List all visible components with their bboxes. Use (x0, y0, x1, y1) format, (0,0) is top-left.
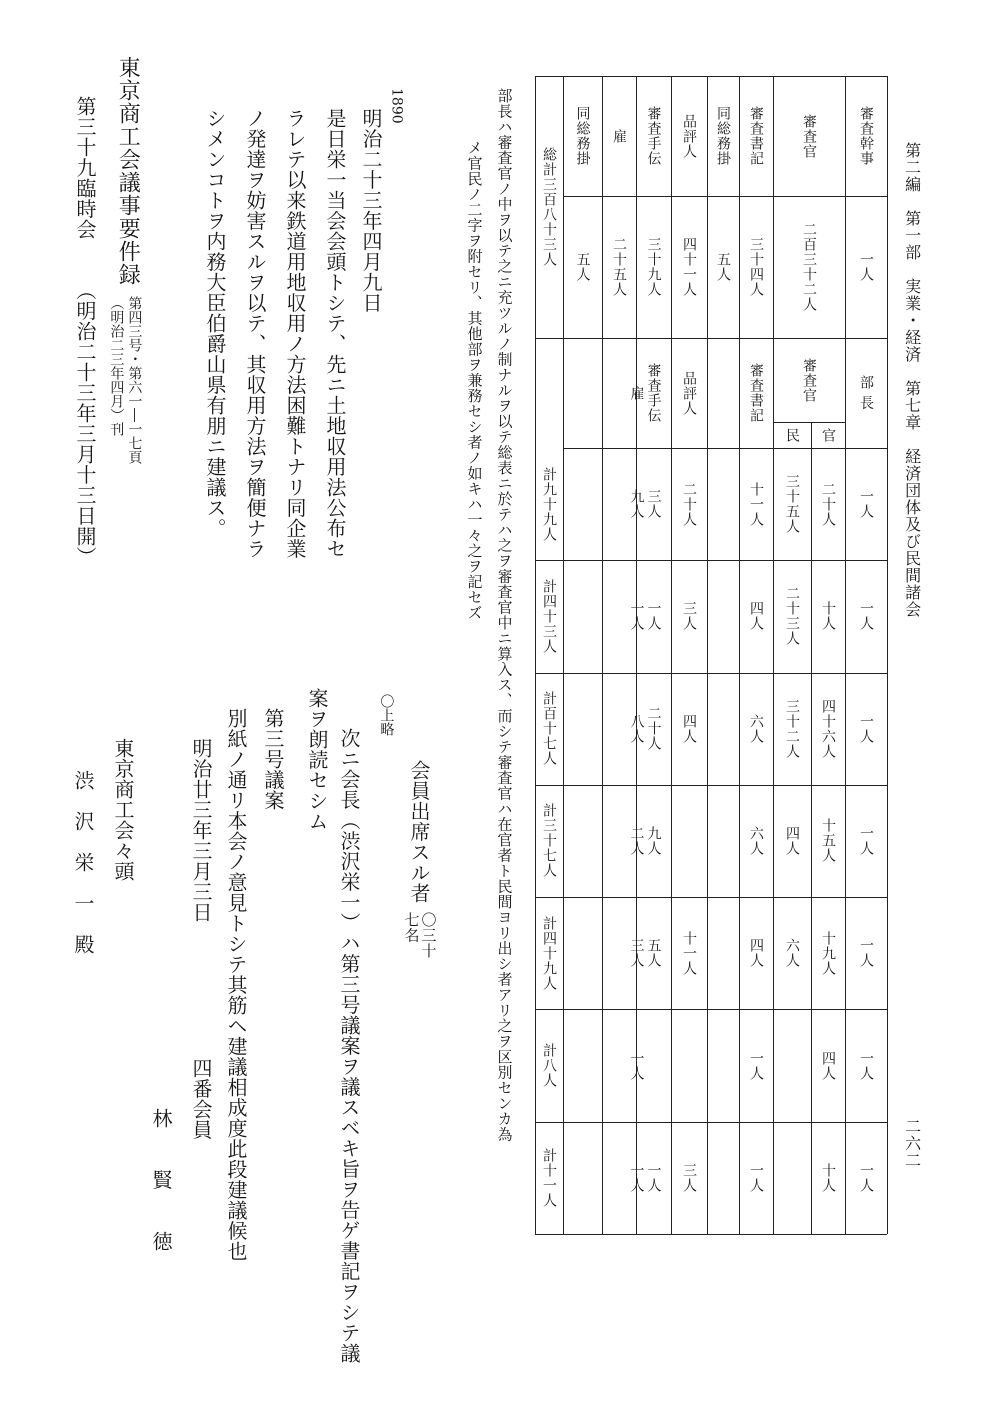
upper-role-1 (773, 76, 845, 196)
value-g6-c0 (845, 1122, 887, 1234)
attendance-count-a: 〇三十 (419, 912, 438, 959)
group-total-0-text: 計九十九人 (541, 466, 557, 542)
value-g4-c2 (773, 897, 811, 1009)
upper-role-6 (602, 76, 636, 196)
value-g3-c6-text: 二人 (628, 825, 645, 856)
group-total-5 (535, 1009, 563, 1121)
upper-role-2 (739, 76, 773, 196)
value-g2-c3-text: 六人 (748, 713, 764, 744)
value-g1-c2-text: 二十三人 (784, 586, 800, 647)
value-g6-c6-text: 一人 (628, 1162, 645, 1193)
value-g4-c0 (845, 897, 887, 1009)
value-g5-c6-text: 一人 (628, 1050, 645, 1081)
upper-count-3 (707, 196, 739, 338)
value-g3-c1-text: 十五人 (820, 818, 836, 864)
book-label: 第二編 (902, 142, 922, 193)
value-g0-c3 (739, 448, 773, 560)
value-g1-c3 (739, 560, 773, 672)
attendance-label: 会員出席スル者 (407, 760, 431, 904)
value-g2-c4-text: 四人 (681, 713, 697, 744)
value-g6-c3-text: 一人 (748, 1162, 764, 1193)
proceedings-line-2: 案ヲ朗読セシム (305, 688, 329, 832)
value-g1-c6 (602, 560, 671, 672)
value-g5-c1 (811, 1009, 845, 1121)
sub-head-yatoi-text: 雇 (628, 385, 645, 401)
upper-count-0-text: 一人 (858, 252, 874, 282)
section-label: 実業・経済 (902, 278, 922, 363)
examiner-table (535, 76, 887, 1234)
value-g3-c1 (811, 785, 845, 897)
value-g5-c3 (739, 1009, 773, 1121)
value-g0-c3-text: 十一人 (748, 481, 764, 527)
value-g1-c5-text: 一人 (645, 601, 662, 632)
value-g4-c3 (739, 897, 773, 1009)
source-ref-2: （明治二三年四月）刊 (108, 296, 125, 436)
value-g4-c5-text: 五人 (645, 938, 662, 969)
omission-mark: 〇上略 (378, 694, 395, 736)
kan-min-head-rule (773, 422, 845, 423)
value-g5-c0-text: 一人 (858, 1050, 874, 1081)
meeting-date: （明治二十三年三月十三日開） (73, 280, 97, 567)
value-g4-c4 (671, 897, 707, 1009)
value-g6-c5-text: 一人 (645, 1162, 662, 1193)
value-g0-c6 (602, 448, 671, 560)
upper-count-0 (845, 196, 887, 338)
group-total-0 (535, 448, 563, 560)
value-g4-c1-text: 十九人 (820, 930, 836, 976)
upper-role-4-text: 品評人 (681, 113, 697, 159)
value-g6-c0-text: 一人 (858, 1162, 874, 1193)
upper-count-1 (773, 196, 845, 338)
value-g0-c5-text: 三人 (645, 489, 662, 520)
sub-head-kan-text: 官 (820, 427, 836, 443)
sub-head-tetsudai-text: 審査手伝 (645, 363, 662, 423)
chapter-label: 第七章 (902, 380, 922, 431)
value-g4-c6-text: 三人 (628, 938, 645, 969)
upper-count-1-text: 二百三十二人 (801, 222, 817, 312)
value-g2-c1 (811, 673, 845, 785)
value-g2-c1-text: 四十六人 (820, 698, 836, 759)
value-g6-c1 (811, 1122, 845, 1234)
upper-count-4 (671, 196, 707, 338)
upper-count-4-text: 四十一人 (681, 237, 697, 297)
sub-head-min (773, 422, 811, 448)
group-total-4 (535, 897, 563, 1009)
sub-head-bucho (845, 338, 887, 448)
group-total-5-text: 計八人 (541, 1043, 557, 1089)
value-g2-c3 (739, 673, 773, 785)
value-g2-c4 (671, 673, 707, 785)
entry-line-1: 是日栄一当会会頭トシテ、先ニ土地収用法公布セ (323, 108, 347, 559)
sub-head-hinpyo-text: 品評人 (681, 370, 697, 416)
value-g2-c2 (773, 673, 811, 785)
upper-count-2-text: 三十四人 (748, 237, 764, 297)
upper-role-3-text: 同総務掛 (715, 106, 731, 166)
sub-head-kan (811, 422, 845, 448)
value-g6-c4 (671, 1122, 707, 1234)
entry-line-2: ラレテ以来鉄道用地収用ノ方法困難トナリ同企業 (283, 108, 307, 559)
upper-role-2-text: 審査書記 (748, 106, 764, 166)
value-g1-c0-text: 一人 (858, 601, 874, 632)
entry-line-3: ノ発達ヲ妨害スルヲ以テ、其収用方法ヲ簡便ナラ (243, 108, 267, 559)
upper-count-7-text: 五人 (574, 252, 591, 282)
value-g0-c0-text: 一人 (858, 489, 874, 520)
upper-role-0-text: 審査幹事 (858, 106, 874, 166)
group-total-2-text: 計百十七人 (541, 691, 557, 767)
sub-head-shoki (739, 338, 773, 448)
grand-total (535, 76, 563, 338)
addressee-title: 東京商工会々頭 (111, 738, 135, 882)
upper-role-1-text: 審査官 (801, 113, 817, 159)
value-g2-c2-text: 三十二人 (784, 698, 800, 759)
value-g6-c3 (739, 1122, 773, 1234)
upper-count-2 (739, 196, 773, 338)
source-ref-1: 第四三号・第六一―一七頁 (126, 296, 143, 464)
grand-total-text: 総計三百八十三人 (541, 147, 557, 267)
value-g5-c3-text: 一人 (748, 1050, 764, 1081)
value-g1-c6-text: 一人 (628, 601, 645, 632)
part-label: 第一部 (902, 210, 922, 261)
group-total-3 (535, 785, 563, 897)
sub-head-min-text: 民 (784, 427, 800, 443)
value-g3-c5-text: 九人 (645, 825, 662, 856)
upper-role-6-text: 雇 (611, 128, 627, 144)
sub-head-hinpyo (671, 338, 707, 448)
value-g3-c2-text: 四人 (784, 825, 800, 856)
sub-head-shinsakan-text: 審査官 (801, 357, 817, 403)
member-name: 林 賢 徳 (149, 1108, 173, 1252)
bill-date: 明治廿三年三月三日 (189, 738, 213, 923)
upper-role-7 (563, 76, 602, 196)
year-label: 1890 (388, 88, 405, 124)
value-g2-c5-text: 二十人 (645, 706, 662, 752)
value-g0-c1-text: 二十人 (820, 481, 836, 527)
sub-head-shinsakan (773, 338, 845, 422)
value-g4-c0-text: 一人 (858, 938, 874, 969)
value-g1-c3-text: 四人 (748, 601, 764, 632)
member-title: 四番会員 (189, 1058, 213, 1140)
upper-role-5-text: 審査手伝 (645, 106, 662, 166)
upper-role-0 (845, 76, 887, 196)
upper-role-4 (671, 76, 707, 196)
value-g6-c6 (602, 1122, 671, 1234)
group-total-6-text: 計十一人 (541, 1147, 557, 1208)
value-g3-c2 (773, 785, 811, 897)
value-g5-c1-text: 四人 (820, 1050, 836, 1081)
value-g6-c1-text: 十人 (820, 1162, 836, 1193)
value-g0-c1 (811, 448, 845, 560)
value-g3-c0-text: 一人 (858, 825, 874, 856)
group-total-1 (535, 560, 563, 672)
bill-heading: 第三号議案 (261, 708, 285, 811)
table-right-rule (887, 76, 888, 1234)
value-g1-c1-text: 十人 (820, 601, 836, 632)
proceedings-line-1: 次ニ会長（渋沢栄一）ハ第三号議案ヲ議スベキ旨ヲ告ゲ書記ヲシテ議 (337, 728, 361, 1364)
value-g6-c4-text: 三人 (681, 1162, 697, 1193)
chapter-title: 経済団体及び民間諸会 (902, 448, 922, 618)
table-footnote-2: メ官民ノ二字ヲ附セリ、其他部ヲ兼務セシ者ノ如キハ一々之ヲ記セズ (465, 140, 484, 621)
upper-mid-rule (563, 196, 887, 197)
group-total-2 (535, 673, 563, 785)
group-total-3-text: 計三十七人 (541, 803, 557, 879)
bill-body: 別紙ノ通リ本会ノ意見トシテ其筋ヘ建議相成度此段建議候也 (224, 708, 248, 1262)
value-g4-c6 (602, 897, 671, 1009)
value-g3-c3 (739, 785, 773, 897)
table-footnote-1: 部長ハ審査官ノ中ヲ以テ之ニ充ツルノ制ナルヲ以テ総表ニ於テハ之ヲ審査官中ニ算入ス、而シテ審査官ハ在官者ト民間ヨリ出シ者アリ之ヲ区別センカ為 (495, 88, 514, 1142)
value-g3-c3-text: 六人 (748, 825, 764, 856)
value-g5-c0 (845, 1009, 887, 1121)
upper-count-3-text: 五人 (715, 252, 731, 282)
meeting-name: 第三十九臨時会 (73, 96, 97, 240)
entry-date: 明治二十三年四月九日 (359, 108, 383, 313)
addressee-name: 渋 沢 栄 一 殿 (71, 770, 95, 955)
running-head (903, 142, 921, 618)
value-g4-c4-text: 十一人 (681, 930, 697, 976)
upper-count-5 (636, 196, 671, 338)
sub-head-yatoi (602, 338, 671, 448)
sub-head-shoki-text: 審査書記 (748, 363, 764, 423)
value-g3-c6 (602, 785, 671, 897)
group-total-1-text: 計四十三人 (541, 578, 557, 654)
value-g1-c4 (671, 560, 707, 672)
attendance-count-b: 七名 (402, 912, 421, 943)
group-total-4-text: 計四十九人 (541, 915, 557, 991)
upper-role-5 (636, 76, 671, 196)
group-total-6 (535, 1122, 563, 1234)
value-g2-c6-text: 八人 (628, 713, 645, 744)
value-g4-c2-text: 六人 (784, 938, 800, 969)
upper-count-6-text: 二十五人 (611, 237, 627, 297)
upper-role-3 (707, 76, 739, 196)
value-g2-c0 (845, 673, 887, 785)
value-g0-c0 (845, 448, 887, 560)
value-g5-c6 (602, 1009, 671, 1121)
value-g1-c2 (773, 560, 811, 672)
source-title: 東京商工会議事要件録 (115, 56, 141, 286)
value-g3-c0 (845, 785, 887, 897)
value-g2-c6 (602, 673, 671, 785)
value-g0-c4-text: 二十人 (681, 481, 697, 527)
value-g1-c4-text: 三人 (681, 601, 697, 632)
value-g4-c1 (811, 897, 845, 1009)
upper-count-5-text: 三十九人 (645, 237, 662, 297)
entry-line-4: シメンコトヲ内務大臣伯爵山県有朋ニ建議ス。 (203, 108, 227, 539)
page-number: 二六二 (902, 1118, 922, 1169)
value-g0-c2 (773, 448, 811, 560)
table-bottom-rule (535, 1234, 887, 1235)
value-g0-c2-text: 三十五人 (784, 474, 800, 535)
upper-role-7-text: 同総務掛 (574, 106, 591, 166)
value-g0-c4 (671, 448, 707, 560)
sub-head-bucho-text: 部 長 (858, 375, 874, 411)
spacer (707, 338, 708, 1234)
upper-count-7 (563, 196, 602, 338)
upper-count-6 (602, 196, 636, 338)
value-g1-c0 (845, 560, 887, 672)
value-g4-c3-text: 四人 (748, 938, 764, 969)
value-g2-c0-text: 一人 (858, 713, 874, 744)
value-g1-c1 (811, 560, 845, 672)
value-g0-c6-text: 九人 (628, 489, 645, 520)
